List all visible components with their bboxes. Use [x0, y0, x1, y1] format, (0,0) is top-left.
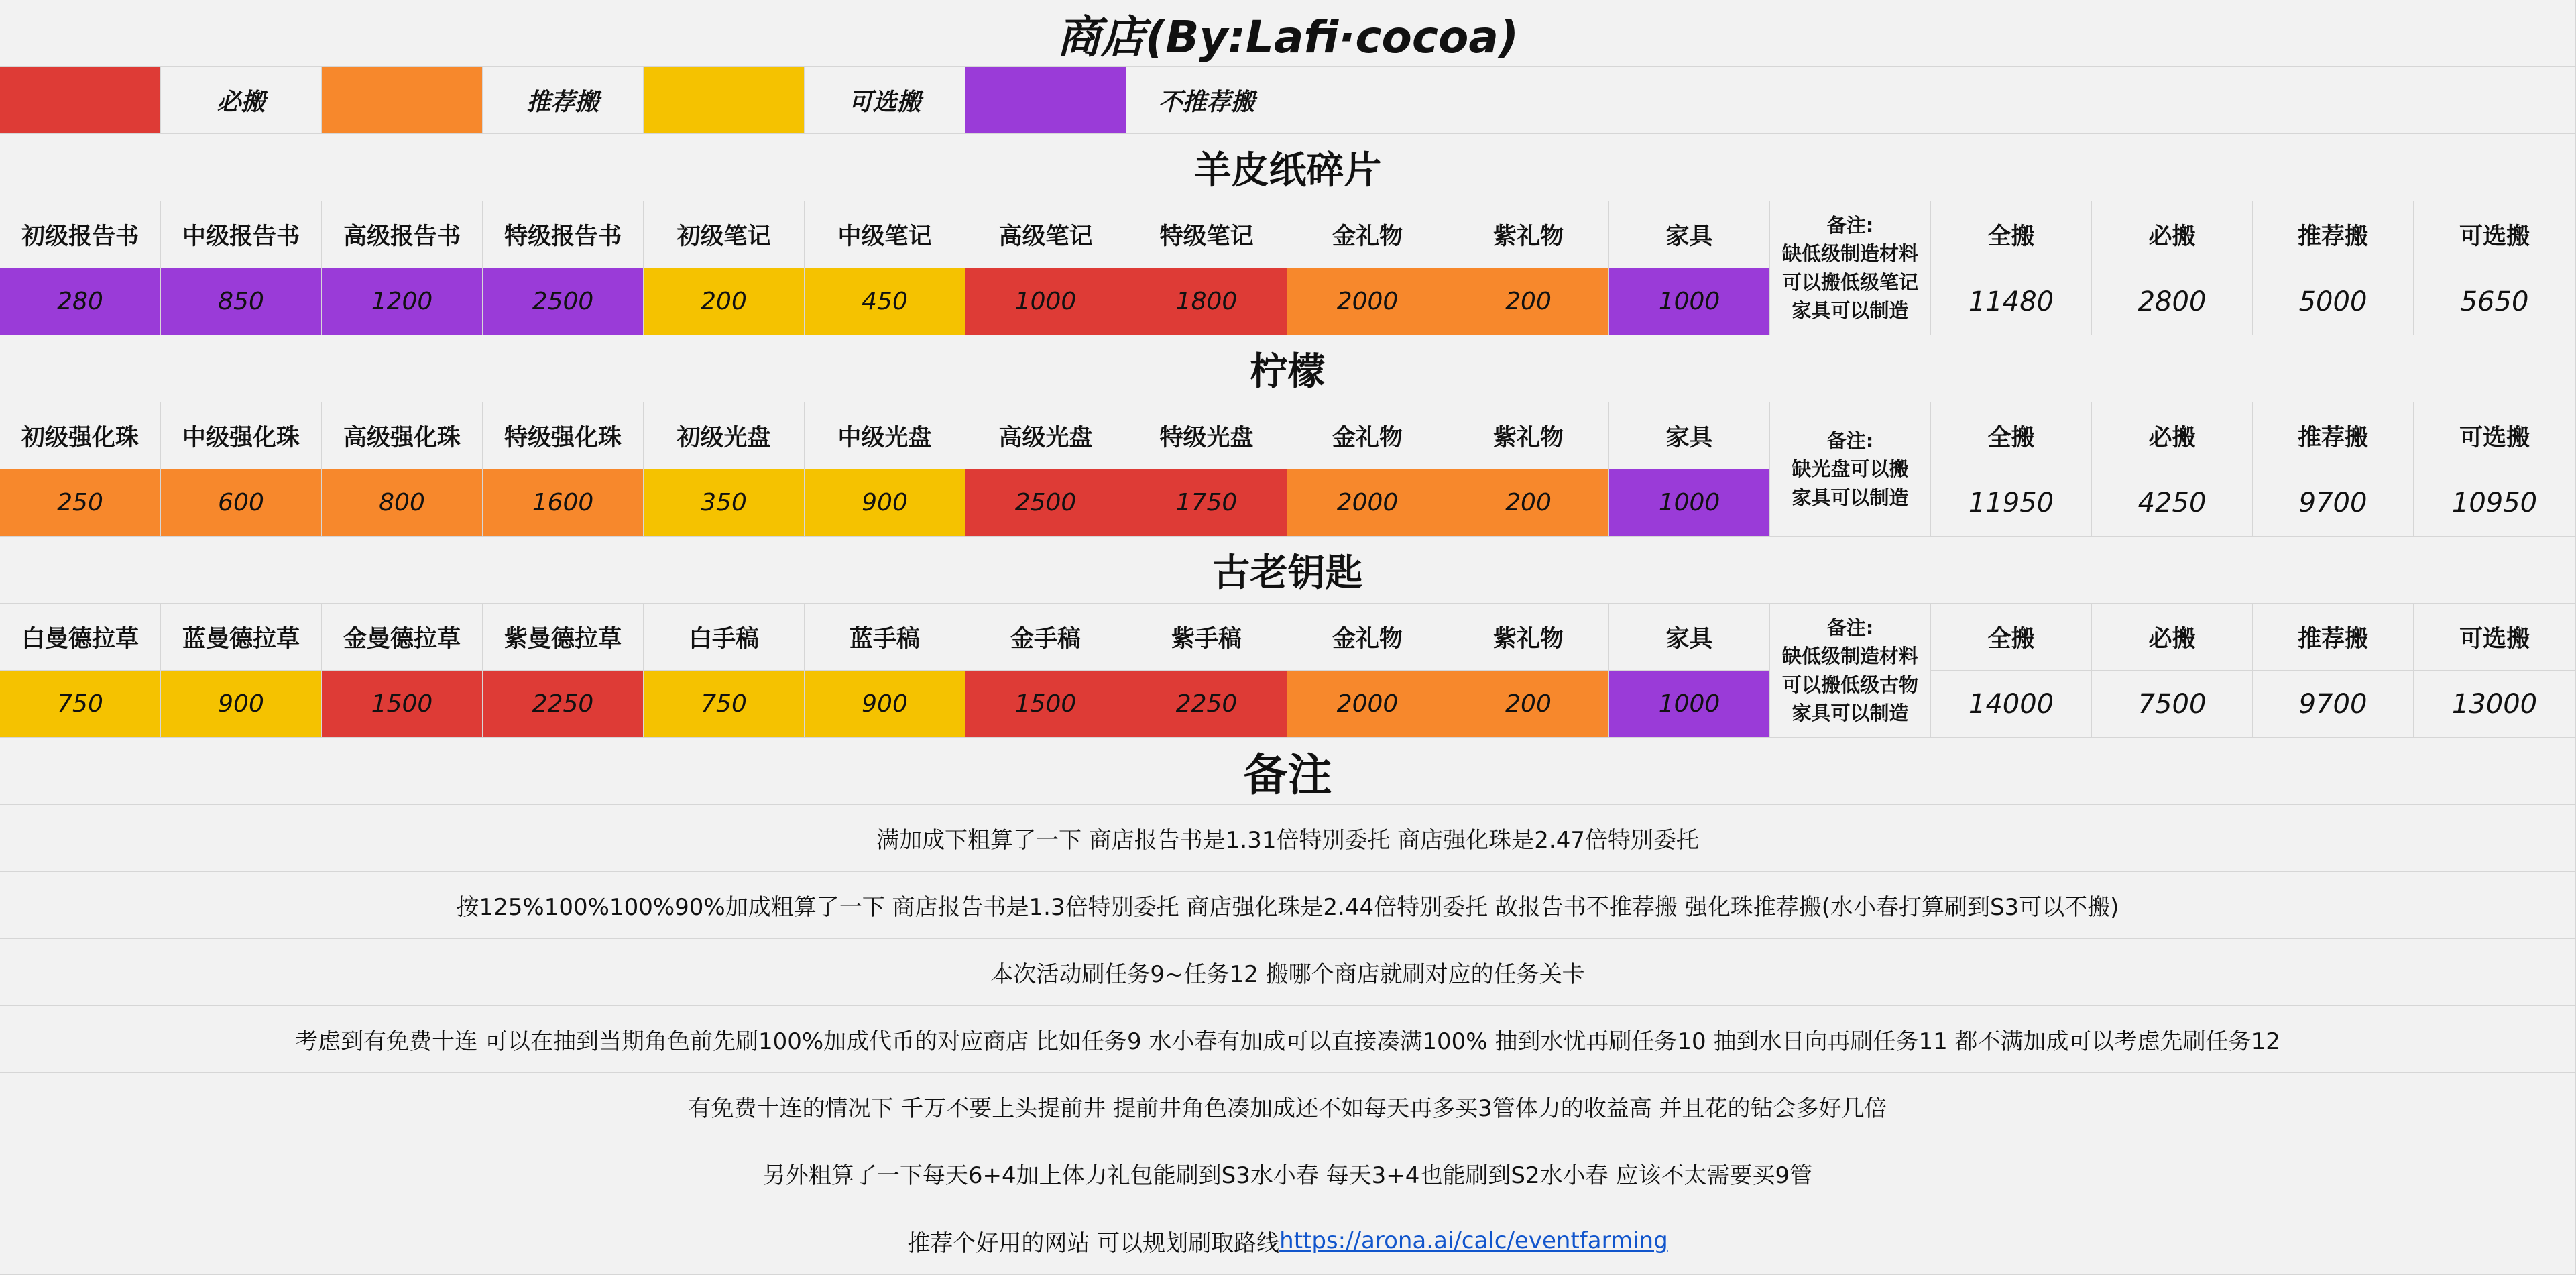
cell-text: 9700 [2298, 487, 2367, 518]
summary-header[interactable] [2414, 604, 2576, 671]
cell-text: 1500 [1014, 690, 1077, 718]
item-header[interactable] [1609, 604, 1770, 671]
cell-text: 蓝手稿 [849, 625, 920, 653]
item-value[interactable] [1448, 469, 1609, 537]
legend-swatch-orange[interactable] [322, 67, 483, 134]
section-note[interactable] [1770, 402, 1931, 537]
item-value[interactable] [644, 671, 805, 738]
section-title[interactable] [0, 537, 2576, 604]
cell-text: 可选搬 [848, 89, 921, 116]
note-line: 备注: [1826, 214, 1874, 237]
item-value[interactable] [322, 268, 483, 335]
cell-text: 紫礼物 [1492, 223, 1564, 250]
cell-text: 特级强化珠 [504, 424, 622, 451]
summary-header[interactable] [1931, 402, 2092, 469]
item-header[interactable] [805, 402, 965, 469]
notes-row [0, 1006, 2576, 1073]
cell-text: 11480 [1968, 286, 2054, 317]
item-value[interactable] [1126, 268, 1287, 335]
summary-total[interactable] [2253, 671, 2414, 738]
note-line: 缺低级制造材料 [1781, 242, 1918, 266]
item-value[interactable] [1609, 671, 1770, 738]
item-header[interactable] [0, 604, 161, 671]
cell-text: 考虑到有免费十连 可以在抽到当期角色前先刷100%加成代币的对应商店 比如任务9 水小春有加成可以直接凑满100% 抽到水忧再刷任务10 抽到水日向再刷任务11 都不满加成可以考虑先刷任务12 [295, 1028, 2280, 1055]
item-value[interactable] [1287, 671, 1448, 738]
section-title-row-2 [0, 537, 2576, 604]
cell-text: 白手稿 [688, 625, 759, 653]
cell-text: 蓝曼德拉草 [182, 625, 300, 653]
item-header[interactable] [0, 402, 161, 469]
cell-text: 中级光盘 [837, 424, 932, 451]
notes-row [0, 872, 2576, 939]
note-text[interactable] [0, 805, 2576, 872]
cell-text: 可选搬 [2459, 424, 2530, 451]
item-value[interactable] [965, 268, 1126, 335]
cell-text: 必搬 [2148, 424, 2196, 451]
website-link[interactable]: https://arona.ai/calc/eventfarming [1279, 1227, 1668, 1254]
cell-text: 中级笔记 [837, 223, 932, 250]
cell-text: 金礼物 [1332, 424, 1403, 451]
summary-header[interactable] [2414, 201, 2576, 268]
summary-total[interactable] [2414, 671, 2576, 738]
legend-swatch-yellow[interactable] [644, 67, 805, 134]
cell-text: 200 [701, 288, 747, 315]
item-header[interactable] [644, 604, 805, 671]
note-line: 备注: [1826, 429, 1874, 453]
item-header[interactable] [1448, 201, 1609, 268]
item-value[interactable] [1609, 268, 1770, 335]
cell-text: 900 [862, 489, 908, 516]
cell-text: 2800 [2138, 286, 2207, 317]
cell-text: 必搬 [2148, 625, 2196, 653]
summary-total[interactable] [2092, 469, 2253, 537]
cell-text: 金礼物 [1332, 625, 1403, 653]
item-value[interactable] [1448, 268, 1609, 335]
item-header[interactable] [1287, 201, 1448, 268]
cell-text: 1800 [1175, 288, 1238, 315]
cell-text: 高级光盘 [998, 424, 1093, 451]
legend-row [0, 67, 2576, 134]
item-value[interactable] [322, 469, 483, 537]
cell-text: 200 [1505, 489, 1552, 516]
item-value[interactable] [161, 671, 322, 738]
summary-total[interactable] [2414, 469, 2576, 537]
summary-total[interactable] [1931, 268, 2092, 335]
cell-text: 紫曼德拉草 [504, 625, 622, 653]
cell-text: 中级强化珠 [182, 424, 300, 451]
cell-text: 高级报告书 [343, 223, 461, 250]
item-value[interactable] [161, 268, 322, 335]
cell-text: 全搬 [1987, 424, 2035, 451]
cell-text: 14000 [1968, 688, 2054, 720]
notes-title[interactable] [0, 738, 2576, 805]
item-header[interactable] [1287, 402, 1448, 469]
cell-text: 1000 [1658, 690, 1720, 718]
note-line: 家具可以制造 [1792, 701, 1909, 724]
note-line: 备注: [1826, 616, 1874, 640]
cell-text: 按125%100%100%90%加成粗算了一下 商店报告书是1.3倍特别委托 商店强化珠是2.44倍特别委托 故报告书不推荐搬 强化珠推荐搬(水小春打算刷到S3可以不搬) [456, 894, 2119, 921]
item-header[interactable] [805, 201, 965, 268]
cell-text: 全搬 [1987, 223, 2035, 250]
summary-total[interactable] [1931, 469, 2092, 537]
cell-text: 2250 [532, 690, 594, 718]
item-header[interactable] [644, 201, 805, 268]
summary-header[interactable] [2092, 402, 2253, 469]
cell-text: 特级光盘 [1159, 424, 1254, 451]
cell-text: 可选搬 [2459, 223, 2530, 250]
cell-text: 推荐搬 [526, 89, 599, 116]
legend-label-0[interactable] [161, 67, 322, 134]
item-header[interactable] [483, 201, 644, 268]
note-text[interactable] [0, 1140, 2576, 1207]
item-header[interactable] [1448, 604, 1609, 671]
item-value[interactable] [805, 268, 965, 335]
cell-text: 250 [57, 489, 103, 516]
cell-text: 450 [862, 288, 908, 315]
section-title-row-1 [0, 335, 2576, 402]
note-line: 缺光盘可以搬 [1792, 457, 1909, 481]
cell-text: 商店(By:Lafi·cocoa) [1056, 11, 1519, 63]
item-value[interactable] [1448, 671, 1609, 738]
cell-text: 高级强化珠 [343, 424, 461, 451]
item-value[interactable] [0, 671, 161, 738]
cell-text: 中级报告书 [182, 223, 300, 250]
item-header[interactable] [483, 402, 644, 469]
cell-text: 600 [218, 489, 264, 516]
notes-row [0, 1073, 2576, 1140]
cell-text: 800 [379, 489, 425, 516]
cell-text: 高级笔记 [998, 223, 1093, 250]
item-value[interactable] [483, 268, 644, 335]
item-header[interactable] [483, 604, 644, 671]
note-line: 缺低级制造材料 [1781, 645, 1918, 668]
title-row [0, 0, 2576, 67]
item-header[interactable] [965, 201, 1126, 268]
summary-total[interactable] [1931, 671, 2092, 738]
cell-text: 推荐个好用的网站 可以规划刷取路线 [907, 1229, 1280, 1257]
item-value[interactable] [1609, 469, 1770, 537]
summary-header[interactable] [2253, 604, 2414, 671]
item-value[interactable] [1287, 469, 1448, 537]
item-header[interactable] [965, 402, 1126, 469]
cell-text: 9700 [2298, 688, 2367, 720]
cell-text: 750 [701, 690, 747, 718]
item-header[interactable] [322, 402, 483, 469]
section-title-row-0 [0, 134, 2576, 201]
note-line: 可以搬低级古物 [1781, 673, 1918, 696]
item-header[interactable] [1448, 402, 1609, 469]
cell-text: 必搬 [2148, 223, 2196, 250]
cell-text: 2500 [1014, 489, 1077, 516]
notes-row [0, 939, 2576, 1006]
cell-text: 推荐搬 [2297, 625, 2368, 653]
legend-label-1[interactable] [483, 67, 644, 134]
cell-text: 家具 [1665, 625, 1713, 653]
cell-text: 5650 [2460, 286, 2529, 317]
note-text[interactable] [0, 872, 2576, 939]
cell-text: 1500 [371, 690, 433, 718]
cell-text: 必搬 [217, 89, 266, 116]
cell-text: 紫手稿 [1171, 625, 1242, 653]
cell-text: 备注 [1243, 749, 1332, 801]
cell-text: 另外粗算了一下每天6+4加上体力礼包能刷到S3水小春 每天3+4也能刷到S2水小春 应该不太需要买9管 [762, 1162, 1813, 1189]
section-table-0 [0, 201, 2576, 335]
cell-text: 750 [57, 690, 103, 718]
summary-header[interactable] [2092, 604, 2253, 671]
summary-total[interactable] [2253, 268, 2414, 335]
item-header[interactable] [161, 402, 322, 469]
section-title[interactable] [0, 134, 2576, 201]
summary-header[interactable] [2253, 201, 2414, 268]
note-line: 家具可以制造 [1792, 486, 1909, 509]
cell-text: 柠檬 [1250, 349, 1326, 394]
notes-row-last [0, 1207, 2576, 1275]
cell-text: 紫礼物 [1492, 625, 1564, 653]
cell-text: 初级笔记 [677, 223, 771, 250]
cell-text: 初级光盘 [677, 424, 771, 451]
note-text[interactable] [0, 939, 2576, 1006]
cell-text: 满加成下粗算了一下 商店报告书是1.31倍特别委托 商店强化珠是2.47倍特别委托 [876, 827, 1700, 854]
item-value[interactable] [965, 671, 1126, 738]
section-note[interactable] [1770, 604, 1931, 738]
cell-text: 1000 [1658, 489, 1720, 516]
cell-text: 推荐搬 [2297, 424, 2368, 451]
cell-text: 初级强化珠 [21, 424, 139, 451]
page-title[interactable] [0, 0, 2576, 67]
summary-total[interactable] [2092, 671, 2253, 738]
cell-text: 金曼德拉草 [343, 625, 461, 653]
item-value[interactable] [1126, 671, 1287, 738]
cell-text: 13000 [2451, 688, 2538, 720]
item-header[interactable] [1609, 201, 1770, 268]
cell-text: 900 [862, 690, 908, 718]
item-value[interactable] [161, 469, 322, 537]
summary-header[interactable] [2253, 402, 2414, 469]
item-value[interactable] [483, 469, 644, 537]
cell-text: 1750 [1175, 489, 1238, 516]
cell-text: 280 [57, 288, 103, 315]
item-value[interactable] [0, 469, 161, 537]
item-value[interactable] [0, 268, 161, 335]
legend-swatch-purple[interactable] [965, 67, 1126, 134]
item-header[interactable] [1287, 604, 1448, 671]
cell-text: 2500 [532, 288, 594, 315]
cell-text: 900 [218, 690, 264, 718]
item-value[interactable] [644, 469, 805, 537]
item-value[interactable] [805, 671, 965, 738]
cell-text: 紫礼物 [1492, 424, 1564, 451]
cell-text: 金礼物 [1332, 223, 1403, 250]
summary-total[interactable] [2414, 268, 2576, 335]
item-value[interactable] [1126, 469, 1287, 537]
legend-label-3[interactable] [1126, 67, 1287, 134]
note-text-link-row[interactable] [0, 1207, 2576, 1275]
cell-text: 2000 [1336, 489, 1399, 516]
cell-text: 11950 [1968, 487, 2054, 518]
cell-text: 有免费十连的情况下 千万不要上头提前井 提前井角色凑加成还不如每天再多买3管体力的收益高 并且花的钻会多好几倍 [688, 1095, 1887, 1122]
item-header[interactable] [322, 604, 483, 671]
cell-text: 白曼德拉草 [21, 625, 139, 653]
summary-header[interactable] [2414, 402, 2576, 469]
note-line: 可以搬低级笔记 [1781, 270, 1918, 294]
item-value[interactable] [805, 469, 965, 537]
legend-empty[interactable] [1287, 67, 2576, 134]
summary-header[interactable] [2092, 201, 2253, 268]
cell-text: 200 [1505, 288, 1552, 315]
item-header[interactable] [161, 604, 322, 671]
cell-text: 古老钥匙 [1212, 551, 1363, 595]
notes-row [0, 1140, 2576, 1207]
item-value[interactable] [322, 671, 483, 738]
cell-text: 5000 [2298, 286, 2367, 317]
item-header[interactable] [0, 201, 161, 268]
item-header[interactable] [644, 402, 805, 469]
cell-text: 1600 [532, 489, 594, 516]
section-note[interactable] [1770, 201, 1931, 335]
item-header[interactable] [1609, 402, 1770, 469]
item-value[interactable] [965, 469, 1126, 537]
cell-text: 初级报告书 [21, 223, 139, 250]
cell-text: 7500 [2138, 688, 2207, 720]
cell-text: 2250 [1175, 690, 1238, 718]
cell-text: 推荐搬 [2297, 223, 2368, 250]
summary-header[interactable] [1931, 201, 2092, 268]
cell-text: 不推荐搬 [1158, 89, 1255, 116]
notes-row [0, 805, 2576, 872]
note-line: 家具可以制造 [1792, 298, 1909, 322]
cell-text: 350 [701, 489, 747, 516]
cell-text: 1200 [371, 288, 433, 315]
cell-text: 家具 [1665, 223, 1713, 250]
cell-text: 4250 [2138, 487, 2207, 518]
notes-title-row [0, 738, 2576, 805]
cell-text: 2000 [1336, 690, 1399, 718]
item-value[interactable] [1287, 268, 1448, 335]
cell-text: 850 [218, 288, 264, 315]
summary-header[interactable] [1931, 604, 2092, 671]
item-header[interactable] [1126, 402, 1287, 469]
section-title[interactable] [0, 335, 2576, 402]
cell-text: 可选搬 [2459, 625, 2530, 653]
item-header[interactable] [805, 604, 965, 671]
item-header[interactable] [1126, 201, 1287, 268]
item-header[interactable] [161, 201, 322, 268]
cell-text: 1000 [1658, 288, 1720, 315]
item-value[interactable] [483, 671, 644, 738]
note-text[interactable] [0, 1073, 2576, 1140]
legend-label-2[interactable] [805, 67, 965, 134]
cell-text: 家具 [1665, 424, 1713, 451]
cell-text: 金手稿 [1010, 625, 1081, 653]
summary-total[interactable] [2253, 469, 2414, 537]
item-value[interactable] [644, 268, 805, 335]
item-header[interactable] [1126, 604, 1287, 671]
cell-text: 全搬 [1987, 625, 2035, 653]
legend-swatch-red[interactable] [0, 67, 161, 134]
cell-text: 本次活动刷任务9~任务12 搬哪个商店就刷对应的任务关卡 [990, 961, 1585, 988]
cell-text: 200 [1505, 690, 1552, 718]
summary-total[interactable] [2092, 268, 2253, 335]
section-table-2 [0, 604, 2576, 738]
cell-text: 1000 [1014, 288, 1077, 315]
item-header[interactable] [322, 201, 483, 268]
cell-text: 特级笔记 [1159, 223, 1254, 250]
item-header[interactable] [965, 604, 1126, 671]
note-text[interactable] [0, 1006, 2576, 1073]
cell-text: 羊皮纸碎片 [1193, 148, 1382, 192]
cell-text: 特级报告书 [504, 223, 622, 250]
section-table-1 [0, 402, 2576, 537]
cell-text: 10950 [2451, 487, 2538, 518]
cell-text: 2000 [1336, 288, 1399, 315]
